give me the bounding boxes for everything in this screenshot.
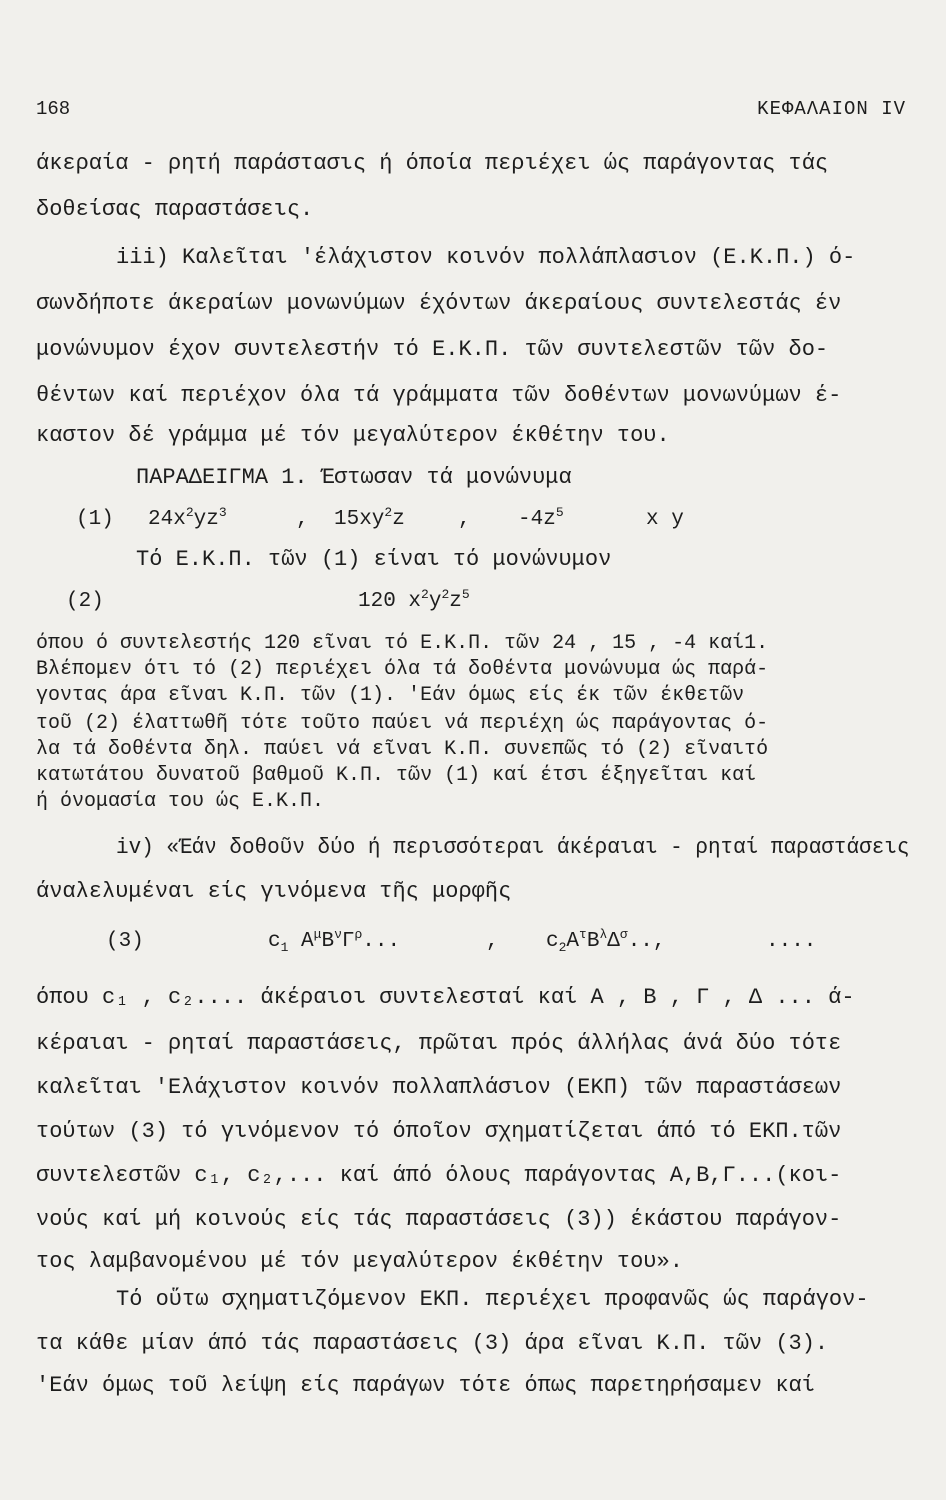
text-line: μονώνυμον έχον συντελεστήν τό Ε.Κ.Π. τῶν συντελεστῶν τῶν δο-	[36, 337, 829, 362]
page-header	[36, 98, 906, 128]
text-line: σωνδήποτε άκεραίων μονωνύμων έχόντων άκεραίους συντελεστάς έν	[36, 291, 842, 316]
text-line: άκεραία - ρητή παράστασις ή όποία περιέχει ώς παράγοντας τάς	[36, 151, 829, 176]
text-line: 'Εάν όμως τοῦ λείψη είς παράγων τότε όπως παρετηρήσαμεν καί	[36, 1373, 815, 1398]
ellipsis: ....	[766, 930, 817, 953]
text-line: καστον δέ γράμμα μέ τόν μεγαλύτερον έκθέτην του.	[36, 423, 670, 448]
product-2: $c_2A^\tau B^\lambda\Delta^\sigma$..,	[546, 927, 666, 956]
monomial-3: $-4z^5$	[518, 505, 564, 531]
label-3: (3)	[106, 930, 144, 953]
text-line: όπου ό συντελεστής 120 εῖναι τό Ε.Κ.Π. τῶν 24 , 15 , -4 καί1.	[36, 632, 769, 655]
text-line: ή όνομασία του ώς Ε.Κ.Π.	[36, 790, 325, 813]
text-line: θέντων καί περιέχον όλα τά γράμματα τῶν δοθέντων μονωνύμων έ-	[36, 383, 842, 408]
comma: ,	[486, 930, 499, 953]
comma: ,	[458, 508, 471, 531]
page-number: 168	[36, 98, 71, 120]
text-line: δοθείσας παραστάσεις.	[36, 197, 314, 222]
example-heading: ΠΑΡΑΔΕΙΓΜΑ 1. Έστωσαν τά μονώνυμα	[136, 465, 572, 490]
monomial-2: $15xy^2z$	[334, 505, 405, 531]
text-line: κέραιαι - ρηταί παραστάσεις, πρῶται πρός άλλήλας άνά δύο τότε	[36, 1031, 842, 1056]
result-monomial: 120 $x^2y^2z^5$	[358, 587, 470, 613]
text-line: iii) Καλεῖται 'έλάχιστον κοινόν πολλάπλασιον (Ε.Κ.Π.) ό-	[116, 245, 856, 270]
comma: ,	[296, 508, 309, 531]
text-line: νούς καί μή κοινούς είς τάς παραστάσεις (3)) έκάστου παράγον-	[36, 1207, 842, 1232]
text-line: γοντας άρα εῖναι Κ.Π. τῶν (1). 'Εάν όμως είς έκ τῶν έκθετῶν	[36, 684, 745, 707]
text-line: τα κάθε μίαν άπό τάς παραστάσεις (3) άρα εῖναι Κ.Π. τῶν (3).	[36, 1331, 829, 1356]
text-line: καλεῖται 'Ελάχιστον κοινόν πολλαπλάσιον (ΕΚΠ) τῶν παραστάσεων	[36, 1075, 842, 1100]
text-line: άναλελυμέναι είς γινόμενα τῆς μορφῆς	[36, 879, 512, 904]
text-line: κατωτάτου δυνατοῦ βαθμοῦ Κ.Π. τῶν (1) καί έτσι έξηγεῖται καί	[36, 764, 757, 787]
text-line: τούτων (3) τό γινόμενον τό όποῖον σχηματίζεται άπό τό ΕΚΠ.τῶν	[36, 1119, 842, 1144]
label-1: (1)	[76, 508, 114, 531]
label-2: (2)	[66, 590, 104, 613]
text-line: Τό οὕτω σχηματιζόμενον ΕΚΠ. περιέχει προφανῶς ώς παράγον-	[116, 1287, 869, 1312]
text-line: λα τά δοθέντα δηλ. παύει νά εῖναι Κ.Π. συνεπῶς τό (2) εῖναιτό	[36, 738, 769, 761]
example-statement: Τό Ε.Κ.Π. τῶν (1) είναι τό μονώνυμον	[136, 547, 612, 572]
text-line: τος λαμβανομένου μέ τόν μεγαλύτερον έκθέτην του».	[36, 1249, 683, 1274]
text-line: όπου c₁ , c₂.... άκέραιοι συντελεσταί καί Α , Β , Γ , Δ ... ά-	[36, 985, 855, 1010]
text-line: τοῦ (2) έλαττωθῆ τότε τοῦτο παύει νά περιέχη ώς παράγοντας ό-	[36, 712, 769, 735]
text-line: Βλέπομεν ότι τό (2) περιέχει όλα τά δοθέντα μονώνυμα ώς παρά-	[36, 658, 769, 681]
monomial-1: $24x^2yz^3$	[148, 505, 227, 531]
monomial-4: x y	[646, 508, 684, 531]
product-1: $c_1$ $A^\mu B^\nu\Gamma^\rho$...	[268, 927, 401, 956]
text-line: iv) «Έάν δοθοῦν δύο ή περισσότεραι άκέραιαι - ρηταί παραστάσεις	[116, 835, 910, 860]
chapter-title: ΚΕΦΑΛΑΙΟΝ IV	[757, 98, 906, 120]
text-line: συντελεστῶν c₁, c₂,... καί άπό όλους παράγοντας Α,Β,Γ...(κοι-	[36, 1163, 842, 1188]
